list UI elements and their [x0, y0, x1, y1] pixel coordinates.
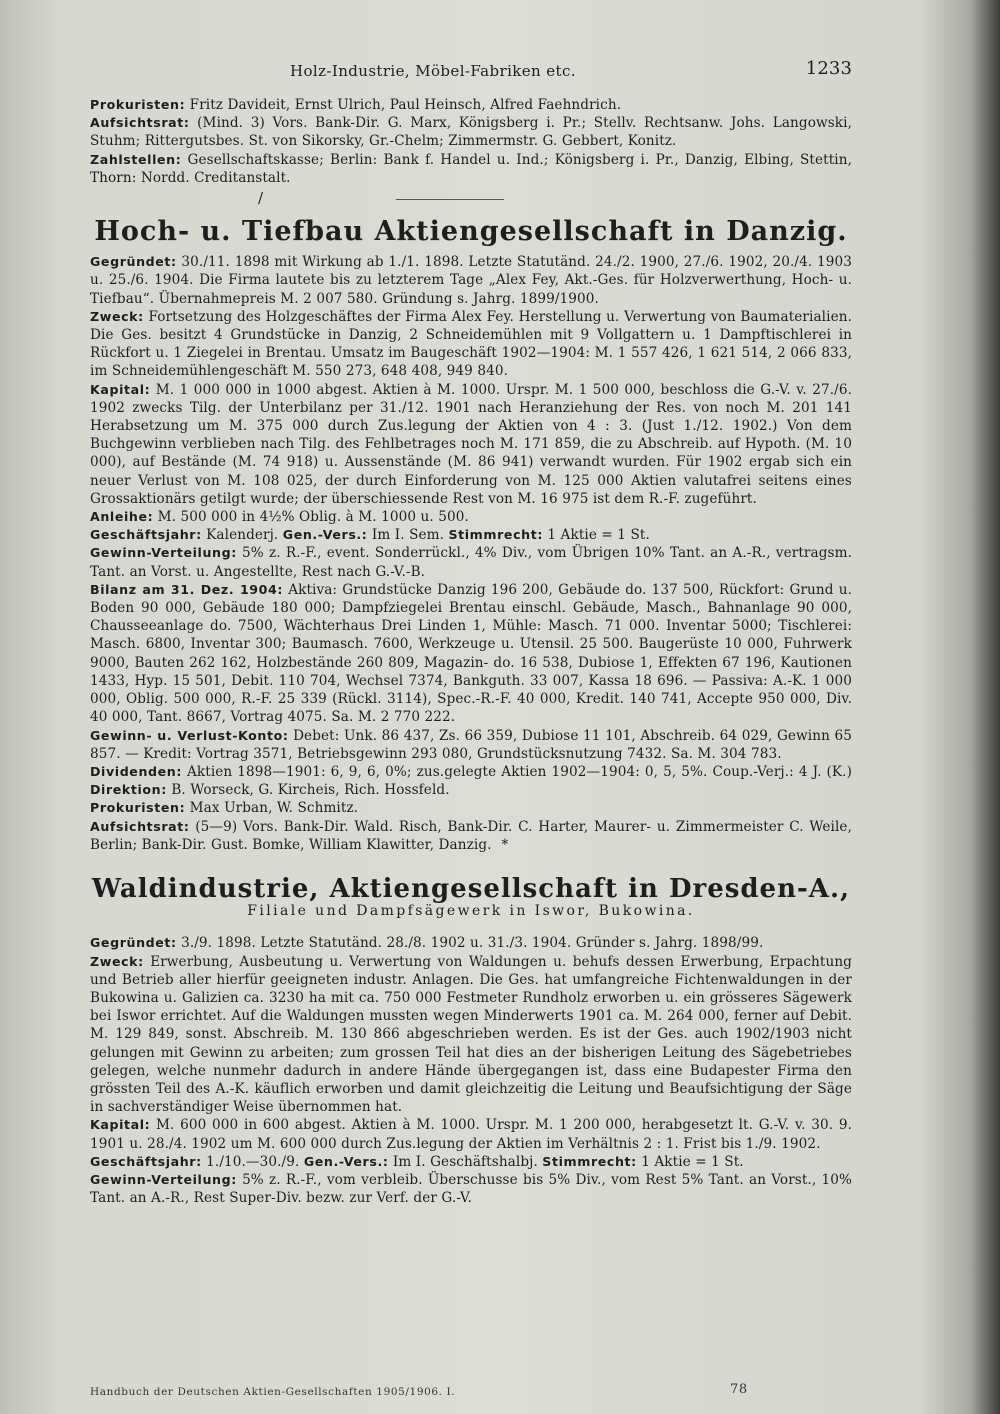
label: Zweck: [90, 953, 144, 969]
value: Erwerbung, Ausbeutung u. Verwertung von Waldungen u. behufs dessen Erwerbung, Erpachtung und Betrieb aller hierfür geeigneten industr. Anlagen. Die Ges. hat umfangreiche Fichtenwaldungen in der Bukowina u. Galizien ca. 3230 ha mit ca. 750 000 Festmeter Rundholz erworben u. ein grösseres Sägewerk bei Iswor errichtet. Auf die Waldungen mussten wegen Minderwerts 1901 ca. M. 264 000, ferner auf Debit. M. 129 849, sonst. Abschreib. M. 130 866 abgeschrieben werden. Es ist der Ges. auch 1902/1903 nicht gelungen mit Gewinn zu arbeiten; zum grossen Teil hat dies an der bisherigen Leitung des Sägebetriebes gelegen, welche nunmehr dadurch in andere Hände übergegangen ist, dass eine Budapester Firma den grössten Teil des A.-K. käuflich erworben und damit gleichzeitig die Leitung und Beaufsichtigung der Säge in sachverständiger Weise übernommen hat. [90, 953, 852, 1116]
c1-prokuristen [90, 799, 852, 817]
c2-zweck [90, 953, 852, 1117]
c1-zweck [90, 308, 852, 381]
value: M. 600 000 in 600 abgest. Aktien à M. 1000. Urspr. M. 1 200 000, herabgesetzt lt. G.-V. v. 30. 9. 1901 u. 28./4. 1902 um M. 600 000 durch Zus.legung der Aktien im Verhältnis 2 : 1. Frist bis 1./9. 1902. [90, 1117, 852, 1152]
c1-kapital [90, 381, 852, 508]
label: Direktion: [90, 782, 167, 798]
value: Im I. Sem. [371, 527, 445, 544]
top-zahlstellen [90, 151, 852, 187]
value: 3./9. 1898. Letzte Statutänd. 28./8. 1902 u. 31./3. 1904. Gründer s. Jahrg. 1898/99. [181, 935, 764, 952]
value: Max Urban, W. Schmitz. [189, 800, 359, 817]
label: Gegründet: [90, 935, 177, 951]
label: Dividenden: [90, 763, 182, 779]
label: Gen.-Vers.: [303, 1153, 389, 1169]
c2-gewinnverteilung [90, 1171, 852, 1207]
label: Anleihe: [90, 509, 154, 525]
top-aufsichtsrat [90, 114, 852, 150]
label: Geschäftsjahr: [90, 527, 202, 543]
label: Zahlstellen: [90, 151, 182, 167]
value: (5—9) Vors. Bank-Dir. Wald. Risch, Bank-Dir. C. Harter, Maurer- u. Zimmermeister C. Weile, Berlin; Bank-Dir. Gust. Bomke, William Klawitter, Danzig. [90, 818, 852, 853]
label: Aufsichtsrat: [90, 818, 190, 834]
value: M. 500 000 in 4½% Oblig. à M. 1000 u. 500. [157, 509, 469, 526]
label: Gewinn-Verteilung: [90, 545, 237, 561]
value: Debet: Unk. 86 437, Zs. 66 359, Dubiose 11 101, Abschreib. 64 029, Gewinn 65 857. — Kredit: Vortrag 3571, Betriebsgewinn 293 080, Grundstücksnutzung 7432. Sa. M. 304 783. [90, 727, 852, 762]
value: Gesellschaftskasse; Berlin: Bank f. Handel u. Ind.; Königsberg i. Pr., Danzig, Elbing, Stettin, Thorn: Nordd. Creditanstalt. [90, 151, 852, 186]
value: 5% z. R.-F., vom verbleib. Überschusse bis 5% Div., vom Rest 5% Tant. an Vorst., 10% Tant. an A.-R., Rest Super-Div. bezw. zur Verf. der G.-V. [90, 1171, 852, 1207]
c2-geschaeftsjahr-line [90, 1153, 852, 1171]
c1-anleihe [90, 508, 852, 526]
c1-aufsichtsrat [90, 818, 852, 854]
divider-rule [396, 199, 504, 200]
footer-text: Handbuch der Deutschen Aktien-Gesellschaften 1905/1906. I. [90, 1386, 456, 1398]
label: Gen.-Vers.: [282, 527, 368, 543]
company-2-subtitle: Filiale und Dampfsägewerk in Iswor, Bukowina. [247, 903, 695, 920]
page-footer [90, 1382, 852, 1398]
value: B. Worseck, G. Kircheis, Rich. Hossfeld. [171, 782, 450, 799]
label: Stimmrecht: [448, 527, 543, 543]
label: Zweck: [90, 308, 144, 324]
value: 1./10.—30./9. [206, 1153, 300, 1170]
c1-bilanz [90, 581, 852, 727]
value: 1 Aktie = 1 St. [641, 1153, 744, 1170]
value: Im I. Geschäftshalbj. [392, 1153, 538, 1170]
footer-signature: 78 [730, 1382, 748, 1397]
label: Geschäftsjahr: [90, 1153, 202, 1169]
label: Gewinn- u. Verlust-Konto: [90, 727, 289, 743]
page-number: 1233 [805, 58, 852, 79]
company-2-title: Waldindustrie, Aktiengesellschaft in Dresden-A., [91, 873, 851, 904]
label: Gegründet: [90, 254, 177, 270]
value: 30./11. 1898 mit Wirkung ab 1./1. 1898. Letzte Statutänd. 24./2. 1900, 27./6. 1902, 20./4. 1903 u. 25./6. 1904. Die Firma lautete bis zu letzterem Tage „Alex Fey, Akt.-Ges. für Holzverwerthung, Hoch- u. Tiefbau“. Übernahmepreis M. 2 007 580. Gründung s. Jahrg. 1899/1900. [90, 254, 852, 307]
c1-guv [90, 727, 852, 763]
top-prokuristen [90, 96, 852, 114]
c1-geschaeftsjahr-line [90, 526, 852, 544]
label: Bilanz am 31. Dez. 1904: [90, 581, 284, 597]
value: Kalenderj. [206, 527, 279, 544]
divider-slash: / [258, 189, 264, 208]
running-head [90, 58, 852, 84]
c1-gegruendet [90, 253, 852, 308]
c1-gewinnverteilung [90, 544, 852, 580]
value: 1 Aktie = 1 St. [547, 527, 650, 544]
value: M. 1 000 000 in 1000 abgest. Aktien à M. 1000. Urspr. M. 1 500 000, beschloss die G.-V. v. 27./6. 1902 zwecks Tilg. der Unterbilanz per 31./12. 1901 nach Heranziehung der Res. von noch M. 201 141 Herabsetzung um M. 375 000 durch Zus.legung der Aktien von 4 : 3. (Just 1./12. 1902.) Von dem Buchgewinn verblieben nach Tilg. des Fehlbetrages noch M. 171 859, die zu Abschreib. auf Hypoth. (M. 10 000), auf Bestände (M. 74 918) u. Aussenstände (M. 86 941) verwandt wurden. Für 1902 ergab sich ein neuer Verlust von M. 108 025, der durch Einforderung von M. 125 000 Aktien valutafrei seitens eines Grossaktionärs getilgt wurde; der überschiessende Rest von M. 16 975 ist dem R.-F. zugeführt. [90, 381, 853, 507]
text-column [90, 58, 852, 1207]
label: Kapital: [90, 381, 151, 397]
value: Fritz Davideit, Ernst Ulrich, Paul Heinsch, Alfred Faehndrich. [189, 97, 622, 113]
running-head-title: Holz-Industrie, Möbel-Fabriken etc. [290, 62, 576, 80]
label: Prokuristen: [90, 97, 186, 112]
company-1-title: Hoch- u. Tiefbau Aktiengesellschaft in Danzig. [94, 216, 848, 248]
section-divider [90, 187, 852, 213]
c2-kapital [90, 1116, 852, 1152]
label: Kapital: [90, 1117, 151, 1133]
label: Gewinn-Verteilung: [90, 1171, 237, 1187]
value: 5% z. R.-F., event. Sonderrückl., 4% Div., vom Übrigen 10% Tant. an A.-R., vertragsm. Tant. an Vorst. u. Angestellte, Rest nach G.-V.-B. [90, 545, 852, 580]
label: Aufsichtsrat: [90, 115, 190, 131]
value: Fortsetzung des Holzgeschäftes der Firma Alex Fey. Herstellung u. Verwertung von Baumaterialien. Die Ges. besitzt 4 Grundstücke in Danzig, 2 Schneidemühlen mit 9 Vollgattern u. 1 Dampftischlerei in Rückfort u. 1 Ziegelei in Brentau. Umsatz im Baugeschäft 1902—1904: M. 1 557 426, 1 621 514, 2 066 833, im Schneidemühlengeschäft M. 550 273, 648 408, 949 840. [90, 308, 852, 380]
value: Aktien 1898—1901: 6, 9, 6, 0%; zus.gelegte Aktien 1902—1904: 0, 5, 5%. Coup.-Verj.: 4 J. (K.) [187, 763, 853, 780]
label: Stimmrecht: [542, 1153, 637, 1169]
value: (Mind. 3) Vors. Bank-Dir. G. Marx, Königsberg i. Pr.; Stellv. Rechtsanw. Johs. Langowski, Stuhm; Rittergutsbes. St. von Sikorsky, Gr.-Chelm; Zimmermstr. G. Gebbert, Konitz. [90, 115, 852, 150]
value: Aktiva: Grundstücke Danzig 196 200, Gebäude do. 137 500, Rückfort: Grund u. Boden 90 000, Gebäude 180 000; Dampfziegelei Brentau einschl. Gebäude, Masch., Bahnanlage 90 000, Chausseeanlage do. 7500, Wächterhaus Drei Linden 1, Mühle: Masch. 71 000. Inventar 5000; Tischlerei: Masch. 6800, Inventar 300; Baumasch. 7600, Werkzeuge u. Utensil. 25 500. Baugerüste 10 000, Fuhrwerk 9000, Bauten 262 162, Holzbestände 260 809, Magazin- do. 16 538, Dubiose 1, Effekten 67 196, Kautionen 1433, Hyp. 15 501, Debit. 110 704, Wechsel 7374, Bankguth. 33 007, Kassa 18 696. — Passiva: A.-K. 1 000 000, Oblig. 500 000, R.-F. 25 339 (Rückl. 3114), Spec.-R.-F. 40 000, Kredit. 140 741, Accepte 950 000, Div. 40 000, Tant. 8667, Vortrag 4075. Sa. M. 2 770 222. [90, 581, 852, 726]
c1-dividenden [90, 763, 852, 799]
label: Prokuristen: [90, 800, 186, 816]
c2-gegruendet [90, 934, 852, 952]
footnote-star: * [501, 836, 509, 853]
